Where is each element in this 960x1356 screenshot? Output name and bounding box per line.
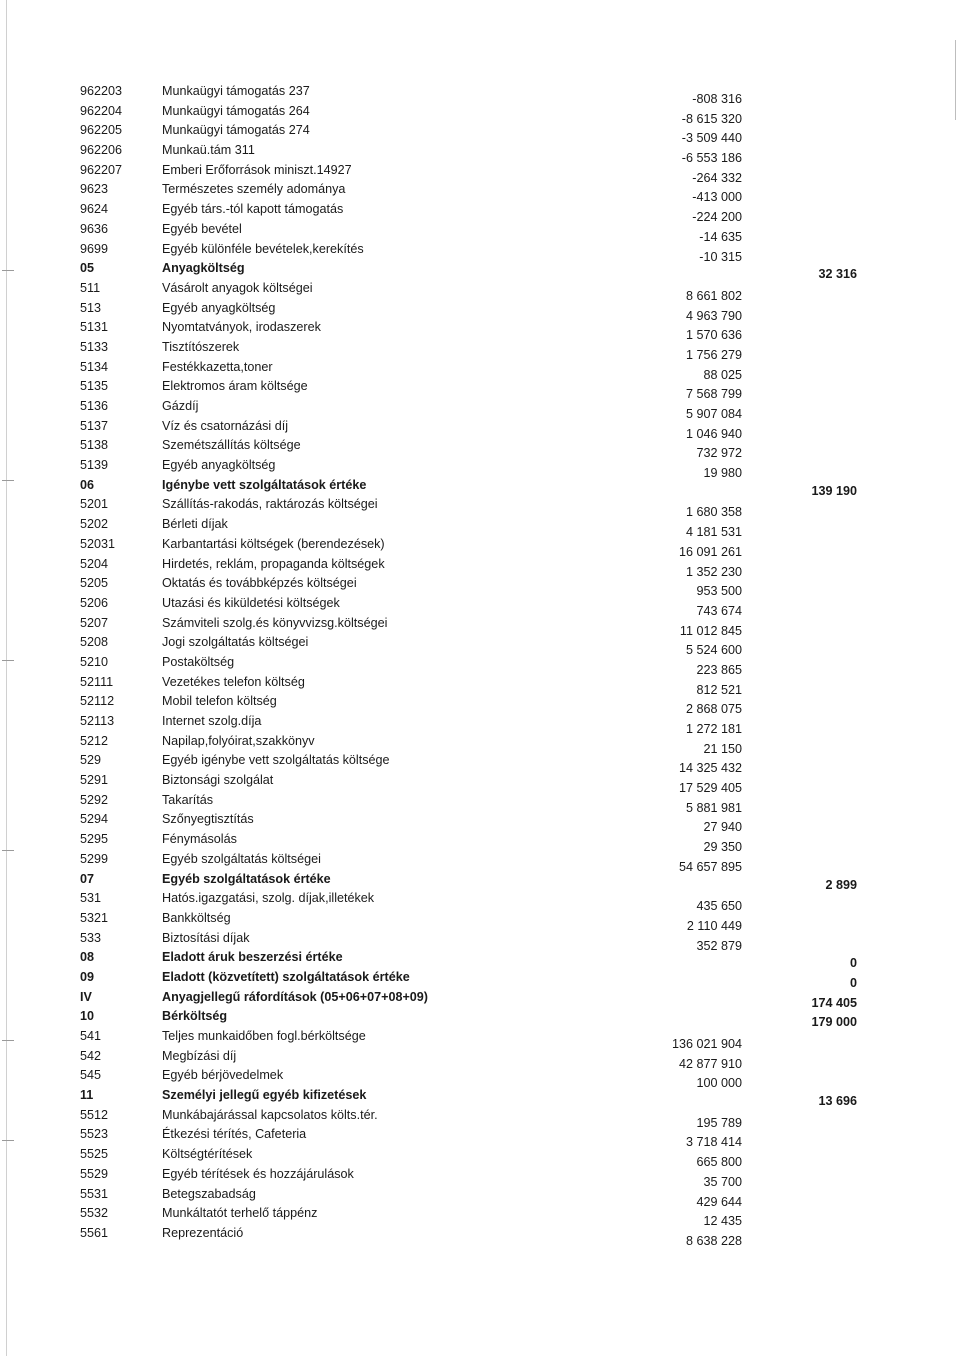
amount-value: 352 879 xyxy=(696,938,742,953)
account-description: Napilap,folyóirat,szakkönyv xyxy=(162,733,315,748)
account-code: 5137 xyxy=(80,418,109,433)
account-code: 5512 xyxy=(80,1107,109,1122)
account-code: 09 xyxy=(80,969,95,984)
ledger-row xyxy=(0,358,960,382)
group-total-value: 0 xyxy=(849,975,857,990)
ledger-row xyxy=(0,791,960,815)
amount-value: 12 435 xyxy=(703,1214,742,1229)
amount-value: 1 680 358 xyxy=(685,505,742,520)
ledger-row xyxy=(0,1027,960,1051)
amount-value: 665 800 xyxy=(696,1155,742,1170)
account-code: 9623 xyxy=(80,182,109,197)
account-code: 529 xyxy=(80,753,102,768)
amount-value: -808 316 xyxy=(692,92,742,106)
account-code: 07 xyxy=(80,871,95,886)
amount-value: 2 868 075 xyxy=(685,702,742,717)
amount-value: 429 644 xyxy=(696,1194,742,1209)
account-description: Egyéb bérjövedelmek xyxy=(162,1068,284,1083)
account-code: 5135 xyxy=(80,379,109,394)
ledger-group-row xyxy=(0,870,960,890)
account-description: Bérleti díjak xyxy=(162,517,228,532)
account-description: Betegszabadság xyxy=(162,1186,256,1201)
account-code: 5201 xyxy=(80,497,109,512)
ledger-group-row xyxy=(0,988,960,1008)
ledger-row xyxy=(0,830,960,855)
amount-value: 1 046 940 xyxy=(685,426,742,441)
account-code: 513 xyxy=(80,300,102,315)
account-code: 5561 xyxy=(80,1225,109,1240)
account-code: 11 xyxy=(80,1088,94,1103)
account-description: Munkaü.tám 311 xyxy=(162,143,255,158)
account-description: Anyagjellegű ráfordítások (05+06+07+08+09) xyxy=(162,989,429,1004)
account-description: Egyéb igénybe vett szolgáltatás költsége xyxy=(162,753,390,768)
amount-value: -8 615 320 xyxy=(681,111,742,126)
account-code: 52031 xyxy=(80,536,116,551)
account-code: 08 xyxy=(80,950,95,965)
amount-value: 100 000 xyxy=(696,1076,742,1091)
account-code: 5207 xyxy=(80,615,109,630)
account-description: Fénymásolás xyxy=(162,832,237,847)
amount-value: 3 718 414 xyxy=(685,1135,742,1150)
ledger-row xyxy=(0,82,960,106)
ledger-row xyxy=(0,535,960,559)
ledger-group-row xyxy=(0,948,960,971)
ledger-row xyxy=(0,1145,960,1170)
account-description: Egyéb szolgáltatások értéke xyxy=(162,871,331,886)
amount-value: 1 756 279 xyxy=(685,347,742,362)
ledger-group-row xyxy=(0,476,960,496)
amount-value: -6 553 186 xyxy=(681,151,742,166)
amount-value: 29 350 xyxy=(703,840,742,855)
account-description: Hirdetés, reklám, propaganda költségek xyxy=(162,556,385,571)
account-description: Szemétszállítás költsége xyxy=(162,438,301,453)
ledger-row xyxy=(0,102,960,126)
account-code: 05 xyxy=(80,261,95,276)
account-description: Karbantartási költségek (berendezések) xyxy=(162,536,385,551)
account-description: Személyi jellegű egyéb kifizetések xyxy=(162,1088,367,1103)
amount-value: 11 012 845 xyxy=(679,623,742,638)
ledger-row xyxy=(0,180,960,205)
account-description: Egyéb anyagköltség xyxy=(162,458,276,473)
amount-value: 88 025 xyxy=(703,367,742,382)
amount-value: 732 972 xyxy=(696,446,742,461)
amount-value: 27 940 xyxy=(703,820,742,835)
account-code: 511 xyxy=(80,280,101,295)
group-total-value: 174 405 xyxy=(811,995,857,1010)
account-code: 545 xyxy=(80,1068,102,1083)
amount-value: -224 200 xyxy=(692,210,742,225)
amount-value: 4 963 790 xyxy=(685,308,742,323)
group-total-value: 139 190 xyxy=(811,483,857,498)
account-description: Biztonsági szolgálat xyxy=(162,773,274,788)
ledger-table xyxy=(0,82,960,1248)
ledger-row xyxy=(0,1224,960,1248)
account-code: 5133 xyxy=(80,339,109,354)
account-description: Mobil telefon költség xyxy=(162,694,277,709)
account-description: Reprezentáció xyxy=(162,1225,244,1240)
amount-value: 743 674 xyxy=(696,603,742,618)
account-description: Emberi Erőforrások miniszt.14927 xyxy=(162,162,352,177)
ledger-row xyxy=(0,594,960,618)
ledger-row xyxy=(0,633,960,658)
account-code: 962203 xyxy=(80,84,123,98)
amount-value: 54 657 895 xyxy=(678,859,742,874)
amount-value: 8 661 802 xyxy=(685,288,742,303)
ledger-row xyxy=(0,1106,960,1130)
account-description: Utazási és kiküldetési költségek xyxy=(162,595,340,610)
account-description: Bérköltség xyxy=(162,1009,228,1024)
account-description: Elektromos áram költsége xyxy=(162,379,308,394)
account-code: 5294 xyxy=(80,812,109,827)
account-description: Gázdíj xyxy=(162,399,199,413)
ledger-row xyxy=(0,810,960,835)
ledger-row xyxy=(0,220,960,244)
group-total-value: 0 xyxy=(849,956,857,971)
ledger-row xyxy=(0,555,960,579)
account-description: Eladott (közvetített) szolgáltatások értéke xyxy=(162,969,410,984)
amount-value: 7 568 799 xyxy=(685,387,742,402)
ledger-row xyxy=(0,1066,960,1091)
amount-value: 2 110 449 xyxy=(686,918,742,933)
account-code: 5131 xyxy=(80,320,109,335)
amount-value: 1 570 636 xyxy=(685,328,742,343)
ledger-row xyxy=(0,1125,960,1150)
account-code: 5136 xyxy=(80,399,109,413)
account-description: Egyéb szolgáltatás költségei xyxy=(162,851,321,866)
ledger-row xyxy=(0,909,960,933)
account-code: 5134 xyxy=(80,359,109,374)
account-code: 9636 xyxy=(80,221,109,236)
account-description: Szőnyegtisztítás xyxy=(162,812,254,827)
ledger-group-row xyxy=(0,1086,960,1109)
amount-value: 195 789 xyxy=(696,1115,742,1130)
account-code: IV xyxy=(80,989,92,1004)
account-code: 9624 xyxy=(80,202,109,217)
ledger-row xyxy=(0,121,960,146)
ledger-group-row xyxy=(0,259,960,282)
account-code: 5206 xyxy=(80,595,109,610)
account-description: Munkáltatót terhelő táppénz xyxy=(162,1206,318,1221)
ledger-row xyxy=(0,397,960,421)
amount-value: 16 091 261 xyxy=(678,544,742,559)
account-code: 5212 xyxy=(80,733,109,748)
account-description: Számviteli szolg.és könyvvizsg.költségei xyxy=(162,615,388,630)
account-code: 5291 xyxy=(80,773,109,788)
ledger-row xyxy=(0,751,960,776)
group-total-value: 2 899 xyxy=(825,877,857,892)
account-code: 06 xyxy=(80,477,95,492)
ledger-group-row xyxy=(0,1007,960,1030)
account-code: 962206 xyxy=(80,143,123,158)
account-code: 5292 xyxy=(80,792,109,807)
account-code: 5531 xyxy=(80,1186,109,1201)
amount-value: -264 332 xyxy=(692,170,742,185)
account-code: 5208 xyxy=(80,635,109,650)
account-code: 5202 xyxy=(80,517,109,532)
ledger-row xyxy=(0,417,960,441)
account-code: 5205 xyxy=(80,576,109,591)
amount-value: 14 325 432 xyxy=(678,761,742,776)
amount-value: -3 509 440 xyxy=(681,131,742,146)
amount-value: 1 352 230 xyxy=(685,564,742,579)
account-description: Egyéb anyagköltség xyxy=(162,300,276,315)
ledger-row xyxy=(0,889,960,914)
account-description: Hatós.igazgatási, szolg. díjak,illetékek xyxy=(162,891,375,906)
ledger-row xyxy=(0,436,960,461)
account-description: Természetes személy adománya xyxy=(162,182,346,197)
amount-value: 1 272 181 xyxy=(685,722,742,736)
account-code: 962207 xyxy=(80,162,123,177)
account-description: Tisztítószerek xyxy=(162,339,240,354)
account-description: Oktatás és továbbképzés költségei xyxy=(162,576,357,591)
ledger-row xyxy=(0,279,960,303)
ledger-row xyxy=(0,1204,960,1229)
amount-value: 223 865 xyxy=(696,662,742,677)
ledger-row xyxy=(0,574,960,599)
account-description: Egyéb különféle bevételek,kerekítés xyxy=(162,241,364,256)
ledger-row xyxy=(0,1165,960,1189)
amount-value: 812 521 xyxy=(696,682,742,697)
ledger-row xyxy=(0,377,960,402)
ledger-row xyxy=(0,850,960,874)
ledger-row xyxy=(0,692,960,717)
account-description: Eladott áruk beszerzési értéke xyxy=(162,950,343,965)
account-description: Munkaügyi támogatás 237 xyxy=(162,84,310,98)
account-code: 531 xyxy=(80,891,102,906)
account-description: Étkezési térítés, Cafeteria xyxy=(162,1127,307,1142)
account-code: 5295 xyxy=(80,832,109,847)
account-description: Költségtérítések xyxy=(162,1147,253,1162)
account-code: 5523 xyxy=(80,1127,109,1142)
account-code: 5204 xyxy=(80,556,109,571)
ledger-row xyxy=(0,771,960,796)
account-code: 10 xyxy=(80,1009,95,1024)
ledger-row xyxy=(0,653,960,677)
amount-value: -413 000 xyxy=(692,190,742,205)
amount-value: -10 315 xyxy=(699,249,742,264)
account-description: Munkaügyi támogatás 274 xyxy=(162,123,310,138)
group-total-value: 13 696 xyxy=(818,1094,857,1109)
ledger-row xyxy=(0,161,960,185)
ledger-row xyxy=(0,299,960,323)
account-code: 52112 xyxy=(80,694,115,709)
account-description: Munkábajárással kapcsolatos költs.tér. xyxy=(162,1107,378,1122)
amount-value: 136 021 904 xyxy=(671,1037,742,1051)
account-code: 5210 xyxy=(80,654,109,669)
account-description: Szállítás-rakodás, raktározás költségei xyxy=(162,497,378,512)
amount-value: 42 877 910 xyxy=(678,1056,742,1071)
account-description: Vásárolt anyagok költségei xyxy=(162,280,313,295)
account-code: 5139 xyxy=(80,458,109,473)
account-code: 5529 xyxy=(80,1166,109,1181)
ledger-row xyxy=(0,614,960,638)
account-code: 5321 xyxy=(80,910,109,925)
group-total-value: 32 316 xyxy=(818,267,857,282)
ledger-row xyxy=(0,712,960,736)
amount-value: 5 881 981 xyxy=(685,800,742,815)
account-description: Munkaügyi támogatás 264 xyxy=(162,103,310,118)
ledger-row xyxy=(0,495,960,520)
amount-value: 35 700 xyxy=(703,1174,742,1189)
ledger-row xyxy=(0,1185,960,1209)
amount-value: 4 181 531 xyxy=(685,525,742,540)
amount-value: 8 638 228 xyxy=(685,1233,742,1248)
account-code: 962204 xyxy=(80,103,123,118)
ledger-row xyxy=(0,1047,960,1071)
account-description: Egyéb bevétel xyxy=(162,221,242,236)
amount-value: 435 650 xyxy=(696,899,742,914)
ledger-row xyxy=(0,338,960,362)
account-code: 5299 xyxy=(80,851,109,866)
account-description: Teljes munkaidőben fogl.bérköltsége xyxy=(162,1029,366,1043)
account-code: 52113 xyxy=(80,714,115,728)
amount-value: 21 150 xyxy=(703,741,742,756)
account-description: Bankköltség xyxy=(162,910,231,925)
account-code: 9699 xyxy=(80,241,109,256)
account-description: Takarítás xyxy=(162,792,214,807)
account-description: Internet szolg.díja xyxy=(162,714,262,728)
amount-value: 5 907 084 xyxy=(685,407,742,421)
account-description: Igénybe vett szolgáltatások értéke xyxy=(162,477,367,492)
account-description: Postaköltség xyxy=(162,654,235,669)
account-code: 541 xyxy=(80,1029,102,1043)
ledger-row xyxy=(0,141,960,166)
group-total-value: 179 000 xyxy=(811,1015,857,1030)
account-code: 5525 xyxy=(80,1147,109,1162)
ledger-row xyxy=(0,240,960,264)
ledger-row xyxy=(0,200,960,225)
ledger-row xyxy=(0,318,960,343)
account-description: Víz és csatornázási díj xyxy=(162,418,288,433)
account-description: Egyéb térítések és hozzájárulások xyxy=(162,1166,354,1181)
ledger-group-row xyxy=(0,968,960,988)
account-description: Biztosítási díjak xyxy=(162,930,250,945)
amount-value: -14 635 xyxy=(699,229,742,244)
account-code: 52111 xyxy=(80,674,114,689)
account-description: Anyagköltség xyxy=(162,261,245,276)
account-description: Nyomtatványok, irodaszerek xyxy=(162,320,321,335)
account-code: 5532 xyxy=(80,1206,109,1221)
account-code: 542 xyxy=(80,1048,102,1063)
account-description: Vezetékes telefon költség xyxy=(162,674,305,689)
amount-value: 17 529 405 xyxy=(678,781,742,796)
ledger-row xyxy=(0,732,960,756)
amount-value: 19 980 xyxy=(703,466,742,481)
account-description: Festékkazetta,toner xyxy=(162,359,273,374)
account-code: 533 xyxy=(80,930,102,945)
ledger-row xyxy=(0,929,960,953)
account-code: 5138 xyxy=(80,438,109,453)
account-description: Egyéb társ.-tól kapott támogatás xyxy=(162,202,344,217)
ledger-row xyxy=(0,456,960,481)
ledger-row xyxy=(0,673,960,697)
account-description: Megbízási díj xyxy=(162,1048,237,1063)
account-description: Jogi szolgáltatás költségei xyxy=(162,635,309,650)
amount-value: 953 500 xyxy=(696,584,742,599)
ledger-row xyxy=(0,515,960,540)
amount-value: 5 524 600 xyxy=(685,643,742,658)
account-code: 962205 xyxy=(80,123,123,138)
